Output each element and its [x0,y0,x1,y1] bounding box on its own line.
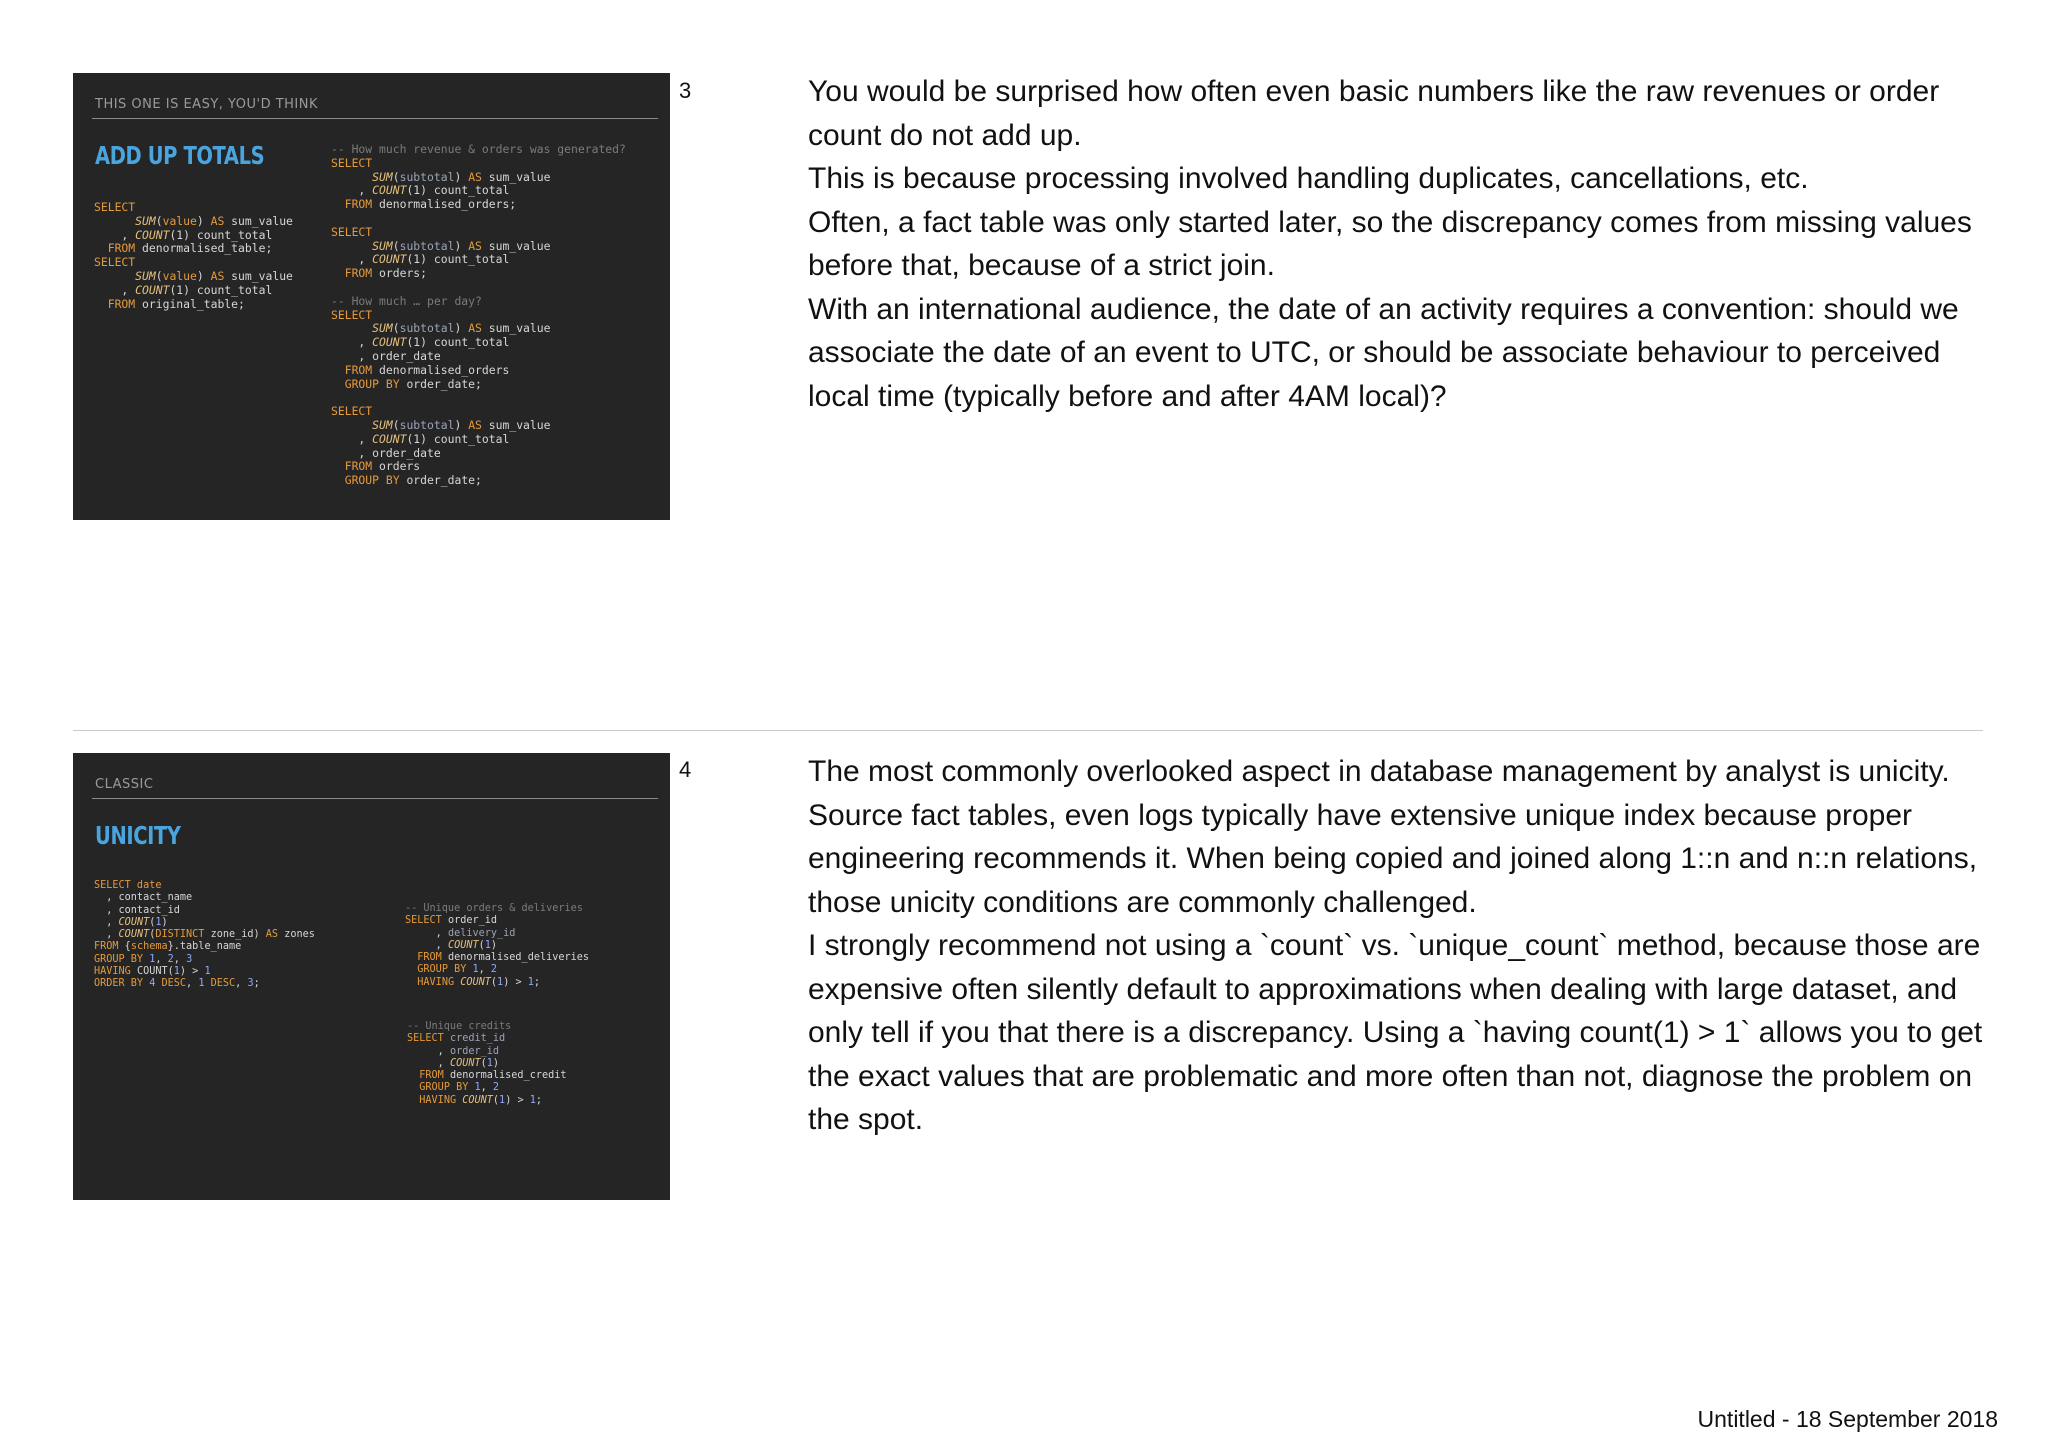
note-paragraph: With an international audience, the date of an activity requires a convention: should we associate the date of an event to UTC, or should be associate behaviour to perceived local time (typically before and after 4AM local)? [808,292,1959,413]
speaker-notes [808,750,1988,1142]
slide-kicker: CLASSIC [95,777,154,792]
slide-rule [92,798,658,799]
speaker-notes [808,70,1988,418]
slide-title: ADD UP TOTALS [95,141,265,170]
page-divider [73,730,1983,731]
note-paragraph: You would be surprised how often even basic numbers like the raw revenues or order count do not add up. [808,75,1940,152]
note-paragraph: Source fact tables, even logs typically have extensive unique index because proper engineering recommends it. When being copied and joined along 1::n and n::n relations, those unicity conditions are commonly challenged. [808,798,1978,919]
document-footer: Untitled - 18 September 2018 [1697,1406,1998,1432]
slide-thumbnail-3[interactable] [73,73,670,520]
slide-number: 3 [679,78,692,103]
slide-title: UNICITY [95,821,181,850]
slide-thumbnail-4[interactable] [73,753,670,1200]
code-block-left: SELECT SUM(value) AS sum_value , COUNT(1) count_total FROM denormalised_table; SELECT SUM(value) AS sum_value , COUNT(1) count_total FROM original_table; [94,200,293,311]
note-paragraph: Often, a fact table was only started later, so the discrepancy comes from missing values before that, because of a strict join. [808,205,1972,282]
slide-number: 4 [679,757,692,782]
code-block-right-top: -- Unique orders & deliveries SELECT order_id , delivery_id , COUNT(1) FROM denormalised_deliveries GROUP BY 1, 2 HAVING COUNT(1) > 1; [405,903,590,988]
note-paragraph: I strongly recommend not using a `count` vs. `unique_count` method, because those are expensive often silently default to approximations when dealing with large dataset, and only tell if you that there is a discrepancy. Using a `having count(1) > 1` allows you to get the exact values that are problematic and more often than not, diagnose the problem on the spot. [808,929,1983,1136]
slide-rule [92,118,658,119]
code-block-right-bottom: -- Unique credits SELECT credit_id , order_id , COUNT(1) FROM denormalised_credit GROUP BY 1, 2 HAVING COUNT(1) > 1; [407,1021,567,1106]
slide-kicker: THIS ONE IS EASY, YOU'D THINK [95,97,319,112]
code-block-left: SELECT date , contact_name , contact_id , COUNT(1) , COUNT(DISTINCT zone_id) AS zones FROM {schema}.table_name GROUP BY 1, 2, 3 HAVING COUNT(1) > 1 ORDER BY 4 DESC, 1 DESC, 3; [94,880,315,990]
code-block-right: -- How much revenue & orders was generated? SELECT SUM(subtotal) AS sum_value , COUNT(1) count_total FROM denormalised_orders; SELECT SUM(subtotal) AS sum_value , COUNT(1) count_total FROM orders; -- How much … per day? SELECT SUM(subtotal) AS sum_value , COUNT(1) count_total , order_date FROM denormalised_orders GROUP BY order_date; SELECT SUM(subtotal) AS sum_value , COUNT(1) count_total , order_date FROM orders GROUP BY order_date; [331,142,626,488]
note-paragraph: The most commonly overlooked aspect in database management by analyst is unicity. [808,755,1950,788]
note-paragraph: This is because processing involved handling duplicates, cancellations, etc. [808,162,1809,195]
